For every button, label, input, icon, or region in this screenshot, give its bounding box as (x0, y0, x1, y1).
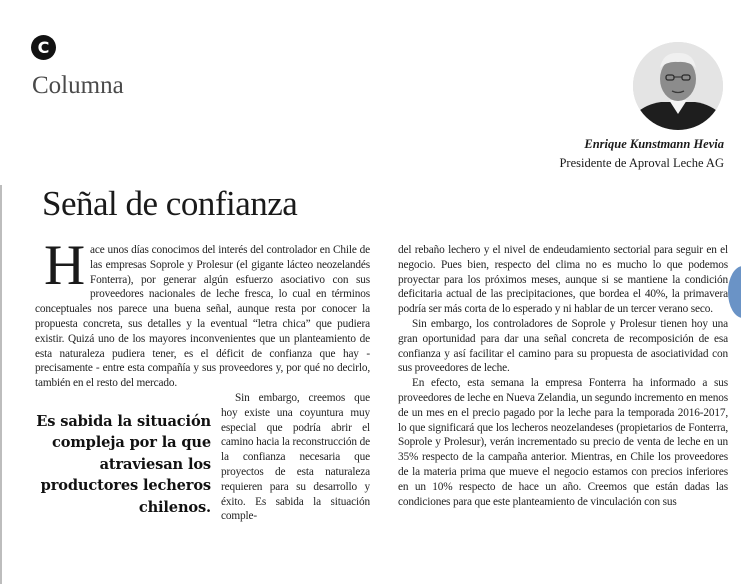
article-paragraph-2: Sin embargo, creemos que hoy existe una coyuntura muy especial que podría abrir el camino hacia la reconstrucción de la confianza necesaria que proyectos de esta naturaleza requieren para su desarrollo y éxito. Es sabida la situación comple- (221, 391, 370, 523)
section-logo-letter: C (37, 38, 50, 57)
article-paragraph-right-2: Sin embargo, los controladores de Soprole y Prolesur tienen hoy una gran oportunidad para dar una señal concreta de recomposición de esa confianza y así facilitar el camino para su propuesta de asociatividad con sus proveedores de leche. (398, 317, 728, 375)
article-column-left (35, 243, 370, 584)
paragraph-1-text: ace unos días conocimos del interés del controlador en Chile de las empresas Soprole y Prolesur (el gigante lácteo neozelandés Fonterra), por generar algún esfuerzo asociativo con sus proveedores nacionales de leche fresca, lo cual en términos conceptuales nos parece una buena señal, aunque resta por conocer la propuesta concreta, sus detalles y la eventual “letra chica” que pudiera existir. Quizá uno de los mayores inconvenientes que un planteamiento de esta naturaleza pudiera tener, es el déficit de confianza que hay - precisamente - entre esta compañía y sus proveedores y, por qué no decirlo, también en el resto del mercado. (35, 244, 370, 390)
article-paragraph-right-1: del rebaño lechero y el nivel de endeudamiento sectorial para seguir en el negocio. Pues bien, respecto del clima no es mucho lo que podemos proyectar para los próximos meses, aunque si se mantiene la condición deficitaria actual de las precipitaciones, que bordea el 40%, la primavera podría ser más corta de lo esperado y ni hablar de un tercer verano seco. (398, 244, 728, 316)
drop-cap: H (44, 243, 86, 297)
page-edge-tab[interactable] (728, 266, 741, 318)
article-paragraph-right-3: En efecto, esta semana la empresa Fonterra ha informado a sus proveedores de leche en Nueva Zelandia, un segundo incremento en menos de un mes en el precio pagado por la leche para la temporada 2016-2017, lo que significará que los lecheros neozelandeses (propietarios de Fonterra, Soprole y Prolesur), verán incrementado su precio de venta de leche en un 35% respecto de la campaña anterior. Mientras, en Chile los proveedores de la materia prima que mueve el negocio estamos con precios inferiores en un 10% respecto de hace un año. Creemos que están dadas las condiciones para que este planteamiento de vinculación con sus (398, 377, 728, 508)
author-role: Presidente de Aproval Leche AG (559, 156, 724, 170)
section-label: Columna (32, 72, 124, 99)
section-logo (31, 35, 56, 60)
author-photo (633, 42, 723, 130)
article-column-right (398, 243, 728, 584)
article-headline: Señal de confianza (42, 184, 298, 223)
pull-quote: Es sabida la situación compleja por la que atraviesan los productores lecheros chilenos. (36, 412, 211, 516)
left-margin-rule (0, 185, 2, 584)
author-name: Enrique Kunstmann Hevia (584, 137, 724, 151)
author-portrait-image (633, 42, 723, 130)
article-paragraph-1 (35, 243, 370, 391)
